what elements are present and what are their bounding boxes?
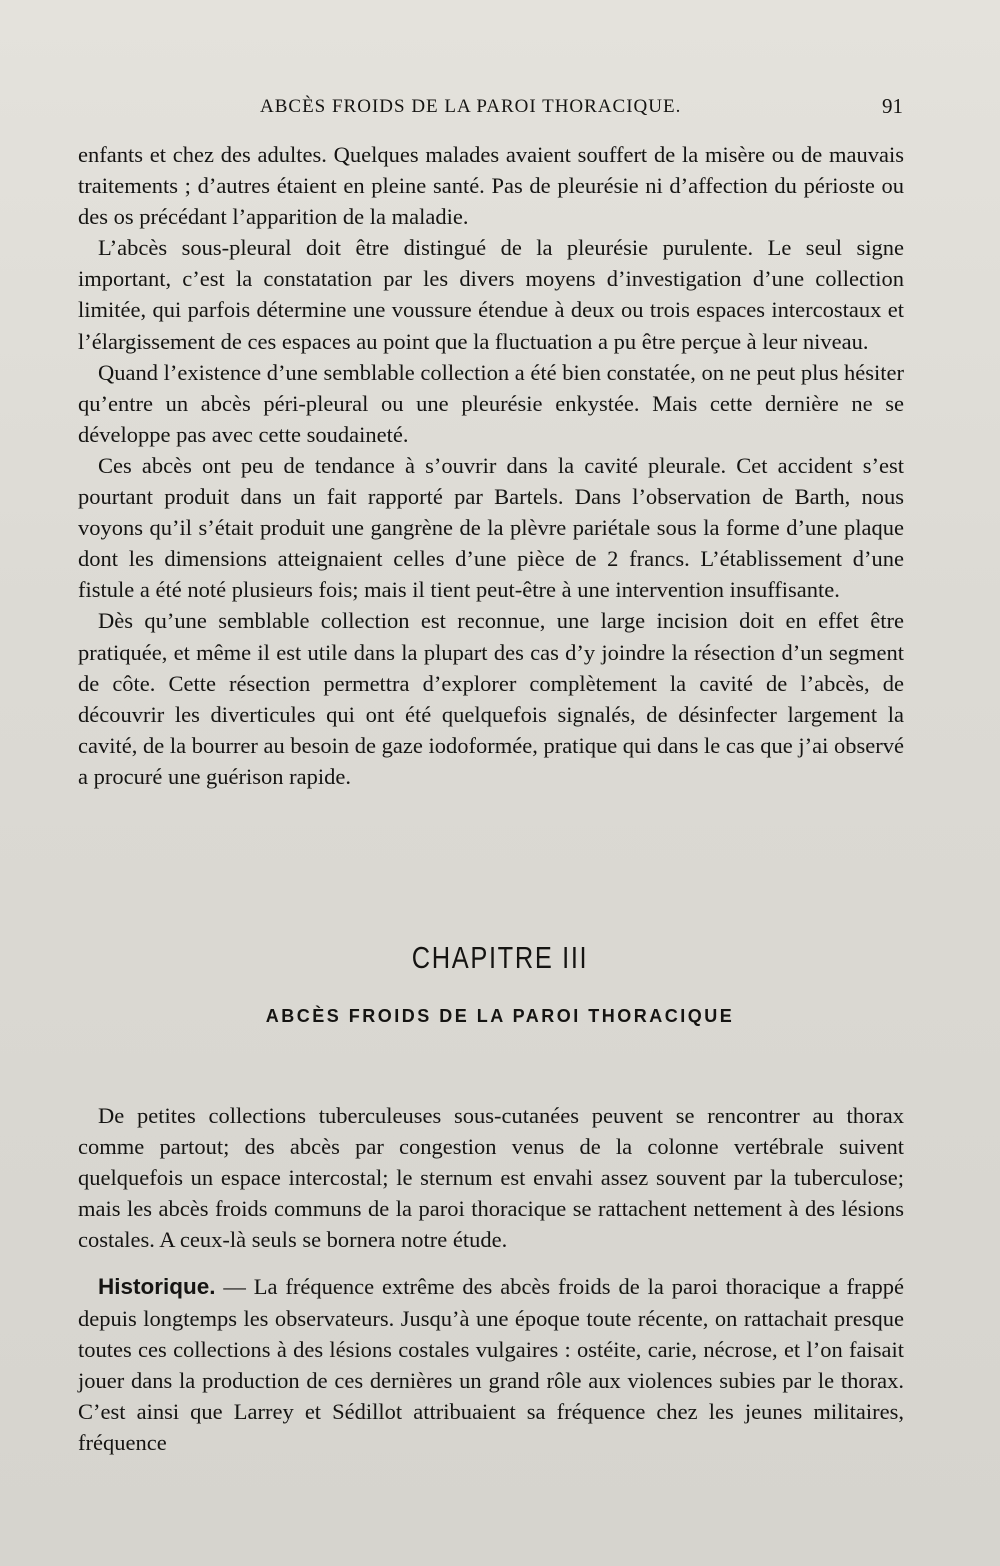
historique-text: — La fréquence extrême des abcès froids de la paroi thoracique a frappé depuis longtemps les observateurs. Jusqu’à une époque toute récente, on rattachait presque toutes ces collections à des lésions costales vulgaires : ostéite, carie, nécrose, et l’on faisait jouer dans la production de ces dernières un grand rôle aux violences subies par le thorax. C’est ainsi que Larrey et Sédillot attribuaient sa fréquence chez les jeunes militaires, fréquence	[78, 1274, 904, 1455]
top-text-block	[78, 139, 904, 792]
running-head: ABCÈS FROIDS DE LA PAROI THORACIQUE.	[260, 96, 682, 117]
paragraph-traitement: Dès qu’une semblable collection est reconnue, une large incision doit en effet être pratiquée, et même il est utile dans la plupart des cas d’y joindre la résection d’un segment de côte. Cette résection permettra d’explorer complètement la cavité de l’abcès, de découvrir les diverticules qui ont été quelquefois signalés, de désinfecter largement la cavité, de la bourrer au besoin de gaze iodoformée, pratique qui dans le cas que j’ai observé a procuré une guérison rapide.	[78, 608, 904, 789]
bottom-text-block	[78, 1100, 904, 1458]
page-number: 91	[882, 94, 903, 118]
chapter-subtitle: ABCÈS FROIDS DE LA PAROI THORACIQUE	[265, 1006, 735, 1026]
paragraph-tendance: Ces abcès ont peu de tendance à s’ouvrir dans la cavité pleurale. Cet accident s’est pourtant produit dans un fait rapporté par Bartels. Dans l’observation de Barth, nous voyons qu’il s’était produit une gangrène de la plèvre pariétale sous la forme d’une plaque dont les dimensions atteignaient celles d’une pièce de 2 francs. L’établissement d’une fistule a été noté plusieurs fois; mais il tient peut-être à une intervention insuffisante.	[78, 452, 904, 603]
historique-heading: Historique.	[98, 1274, 216, 1300]
paragraph-intro: De petites collections tuberculeuses sous-cutanées peuvent se rencontrer au thorax comme partout; des abcès par congestion venus de la colonne vertébrale suivent quelquefois un espace intercostal; le sternum est envahi assez souvent par la tuberculose; mais les abcès froids communs de la paroi thoracique se rattachent nettement à des lésions costales. A ceux-là seuls se bornera notre étude.	[78, 1103, 904, 1253]
paragraph-historique	[78, 1271, 904, 1458]
paragraph-sous-pleural: L’abcès sous-pleural doit être distingué de la pleurésie purulente. Le seul signe important, c’est la constatation par les divers moyens d’investigation d’une collection limitée, qui parfois détermine une voussure étendue à deux ou trois espaces intercostaux et l’élargissement de ces espaces au point que la fluctuation a pu être perçue à leur niveau.	[78, 235, 904, 354]
paragraph-existence: Quand l’existence d’une semblable collection a été bien constatée, on ne peut plus hésiter qu’entre un abcès péri-pleural ou une pleurésie enkystée. Mais cette dernière ne se développe pas avec cette soudaineté.	[78, 359, 904, 447]
paragraph-continuation: enfants et chez des adultes. Quelques malades avaient souffert de la misère ou de mauvais traitements ; d’autres étaient en pleine santé. Pas de pleurésie ni d’affection du périoste ou des os précédant l’apparition de la maladie.	[78, 142, 904, 230]
chapter-title: CHAPITRE III	[411, 940, 589, 975]
